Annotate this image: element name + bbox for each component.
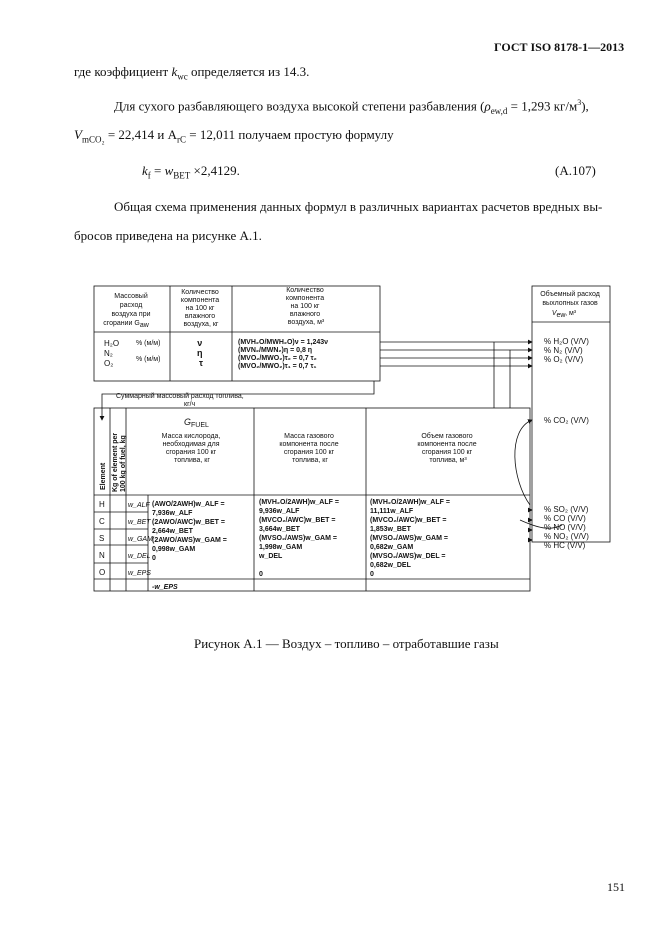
- fuel-flow-label: Суммарный массовый расход топлива, кг/ч: [116, 393, 244, 408]
- element-symbols: H C S N O: [99, 500, 106, 577]
- air-fuel-exhaust-diagram: [92, 280, 618, 598]
- qty-m3-header: Количество компонента на 100 кг влажного воздуха, м³: [285, 287, 325, 326]
- text-line-molar-volume: $V_{mCO_2} = 22,414$ и $A_{rC} = 12,011$ получаем простую формулу: [74, 127, 394, 145]
- mass-fraction-symbols: w_ALF w_BET w_GAM w_DEL w_EPS: [128, 502, 153, 577]
- oxygen-header: Масса кислорода, необходимая для сгорания 100 кг топлива, кг: [161, 433, 221, 464]
- formula-number: (A.107): [555, 163, 596, 178]
- element-header: Element: [100, 462, 107, 490]
- exhaust-bottom-species: % SO₂ (V/V) % CO (V/V) % NO (V/V) % NO₂ (V/V) % HC (V/V): [544, 505, 589, 550]
- gas-volume-formulas: (MVH₂O/2AWH)w_ALF = 11,111w_ALF (MVCO₂/AWC)w_BET = 1,853w_BET (MVSO₂/AWS)w_GAM = 0,682w_GAM (MVSO₂/AWS)w_DEL = 0,682w_DEL 0: [370, 499, 450, 578]
- text-line-figure-ref: бросов приведена на рисунке A.1.: [74, 228, 262, 243]
- gfuel-label: $G_{FUEL}$: [184, 417, 209, 429]
- gas-volume-header: Объем газового компонента после сгорания 100 кг топлива, м³: [417, 433, 477, 464]
- air-symbols: ν η τ: [196, 338, 204, 368]
- air-header: Массовый расход воздуха при сгорании Gaw: [103, 293, 151, 329]
- exhaust-top-species: % H₂O (V/V) % N₂ (V/V) % O₂ (V/V): [544, 337, 589, 364]
- air-species: H₂O N₂ O₂: [104, 339, 120, 368]
- exhaust-co2: % CO₂ (V/V): [544, 416, 589, 425]
- figure-caption: Рисунок A.1 — Воздух – топливо – отработавшие газы: [194, 636, 499, 651]
- text-line-general-scheme: Общая схема применения данных формул в различных вариантах расчетов вредных вы-: [114, 199, 603, 214]
- text-line-coefficient: где коэффициент $k_{wc}$ определяется из 14.3.: [74, 64, 310, 82]
- text-line-dry-air: Для сухого разбавляющего воздуха высокой степени разбавления ($\rho_{ew,d} = 1,293$ $кг/м^3$),: [114, 98, 589, 116]
- air-formulas: (MVH₂O/MWH₂O)ν = 1,243ν (MVN₂/MWN₂)η = 0,8 η (MVO₂/MWO₂)τ₂ = 0,7 τ₂ (MVO₂/MWO₂)τ₁ = 0,7 τ₁: [238, 339, 329, 370]
- document-header: ГОСТ ISO 8178-1—2013: [494, 40, 625, 54]
- oxygen-formulas: (AWO/2AWH)w_ALF = 7,936w_ALF (2AWO/AWC)w_BET = 2,664w_BET (2AWO/AWS)w_GAM = 0,998w_GAM 0 -w_EPS: [152, 501, 227, 591]
- air-units: % (м/м) % (м/м): [136, 340, 161, 363]
- qty-kg-header: Количество компонента на 100 кг влажного воздуха, кг: [180, 289, 220, 328]
- exhaust-header: Объемный расход выхлопных газов Vew, м³: [540, 291, 600, 319]
- kg-per-fuel-header: Kg of element per 100 kg of fuel, kg: [112, 432, 127, 492]
- gas-mass-header: Масса газового компонента после сгорания 100 кг топлива, кг: [279, 433, 339, 464]
- page-number: 151: [607, 880, 625, 894]
- formula-a107: $k_f = w_{BET} \times 2,4129$.: [142, 163, 240, 181]
- gas-mass-formulas: (MVH₂O/2AWH)w_ALF = 9,936w_ALF (MVCO₂/AWC)w_BET = 3,664w_BET (MVSO₂/AWS)w_GAM = 1,998w_GAM w_DEL 0: [259, 499, 339, 578]
